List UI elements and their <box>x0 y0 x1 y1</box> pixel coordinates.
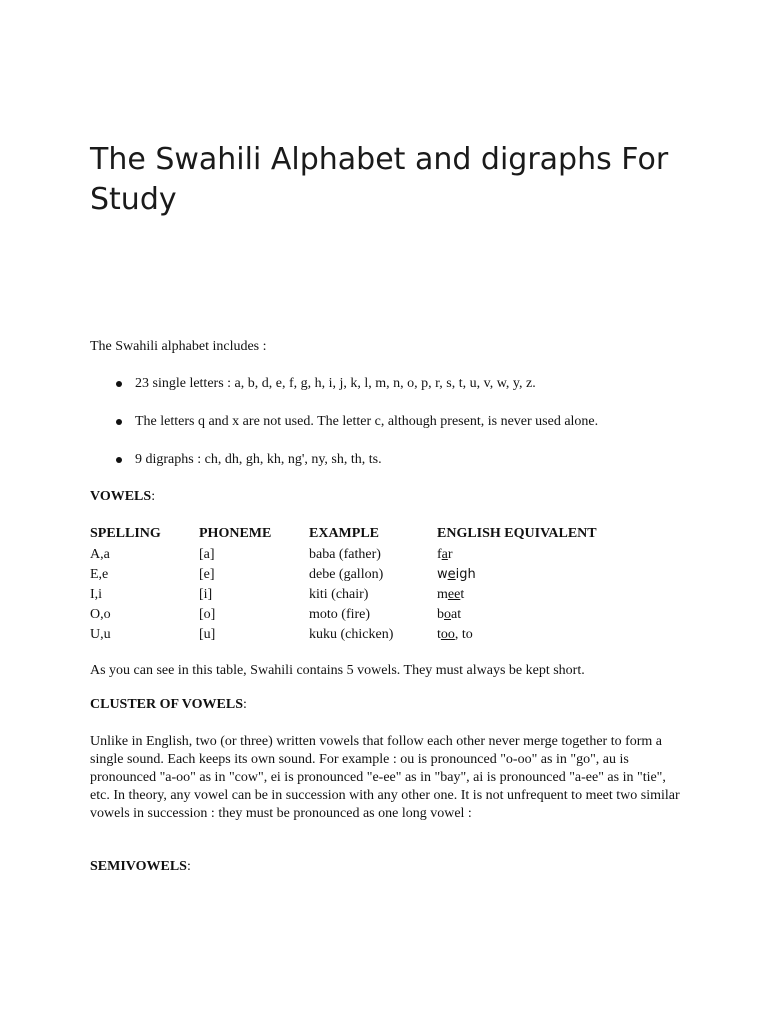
list-item <box>90 413 690 451</box>
cluster-paragraph: Unlike in English, two (or three) written vowels that follow each other never merge together to form a single sound. Each keeps its own sound. For example : ou is pronounced "o-oo" as in "go", au is pronounced "a-oo" as in "cow", ei is pronounced "e-ee" as in "bay", ai is pronounced "a-ee" as in "tie", etc. In theory, any vowel can be in succession with any other one. It is not unfrequent to meet two similar vowels in succession : they must be pronounced as one long vowel : <box>90 734 680 821</box>
vowels-heading-label: VOWELS <box>90 489 152 504</box>
equivalent-cell: boat <box>437 607 462 622</box>
heading-colon: : <box>242 697 247 712</box>
heading-colon: : <box>151 489 156 504</box>
bullet-icon <box>116 419 122 425</box>
equivalent-cell: weigh <box>437 567 476 582</box>
table-row <box>90 545 650 565</box>
table-row <box>90 605 650 625</box>
heading-colon: : <box>186 859 191 874</box>
spelling-cell: I,i <box>90 587 103 602</box>
page-title: The Swahili Alphabet and digraphs For Study <box>90 142 669 217</box>
table-row <box>90 585 650 605</box>
phoneme-cell: [e] <box>199 567 215 582</box>
bullet-text: 23 single letters : a, b, d, e, f, g, h, i, j, k, l, m, n, o, p, r, s, t, u, v, w, y, z. <box>135 376 536 391</box>
equivalent-cell: far <box>437 547 453 562</box>
phoneme-cell: [i] <box>199 587 213 602</box>
cluster-heading-label: CLUSTER OF VOWELS <box>90 697 243 712</box>
intro-text: The Swahili alphabet includes : <box>90 339 267 354</box>
example-cell: baba (father) <box>309 547 381 562</box>
example-cell: debe (gallon) <box>309 567 384 582</box>
bullet-text: 9 digraphs : ch, dh, gh, kh, ng', ny, sh, th, ts. <box>135 452 382 467</box>
cluster-heading <box>90 696 247 714</box>
table-row <box>90 565 650 585</box>
example-cell: kuku (chicken) <box>309 627 394 642</box>
column-header-phoneme: PHONEME <box>199 526 272 541</box>
table-header-row <box>90 524 650 545</box>
semivowels-heading-label: SEMIVOWELS <box>90 859 187 874</box>
spelling-cell: A,a <box>90 547 110 562</box>
spelling-cell: U,u <box>90 627 111 642</box>
table-row <box>90 625 650 645</box>
equivalent-cell: meet <box>437 587 465 602</box>
column-header-example: EXAMPLE <box>309 526 379 541</box>
phoneme-cell: [a] <box>199 547 215 562</box>
column-header-spelling: SPELLING <box>90 526 161 541</box>
bullet-text: The letters q and x are not used. The letter c, although present, is never used alone. <box>135 414 599 429</box>
bullet-icon <box>116 381 122 387</box>
list-item <box>90 375 690 413</box>
column-header-english-equivalent: ENGLISH EQUIVALENT <box>437 526 597 541</box>
phoneme-cell: [u] <box>199 627 216 642</box>
vowels-table <box>90 524 650 645</box>
alphabet-bullet-list <box>90 375 690 489</box>
list-item <box>90 451 690 489</box>
example-cell: moto (fire) <box>309 607 371 622</box>
phoneme-cell: [o] <box>199 607 216 622</box>
vowels-heading <box>90 488 155 506</box>
example-cell: kiti (chair) <box>309 587 369 602</box>
bullet-icon <box>116 457 122 463</box>
semivowels-heading <box>90 858 191 876</box>
spelling-cell: O,o <box>90 607 111 622</box>
vowels-note: As you can see in this table, Swahili contains 5 vowels. They must always be kept short. <box>90 663 585 678</box>
spelling-cell: E,e <box>90 567 109 582</box>
equivalent-cell: too, to <box>437 627 473 642</box>
